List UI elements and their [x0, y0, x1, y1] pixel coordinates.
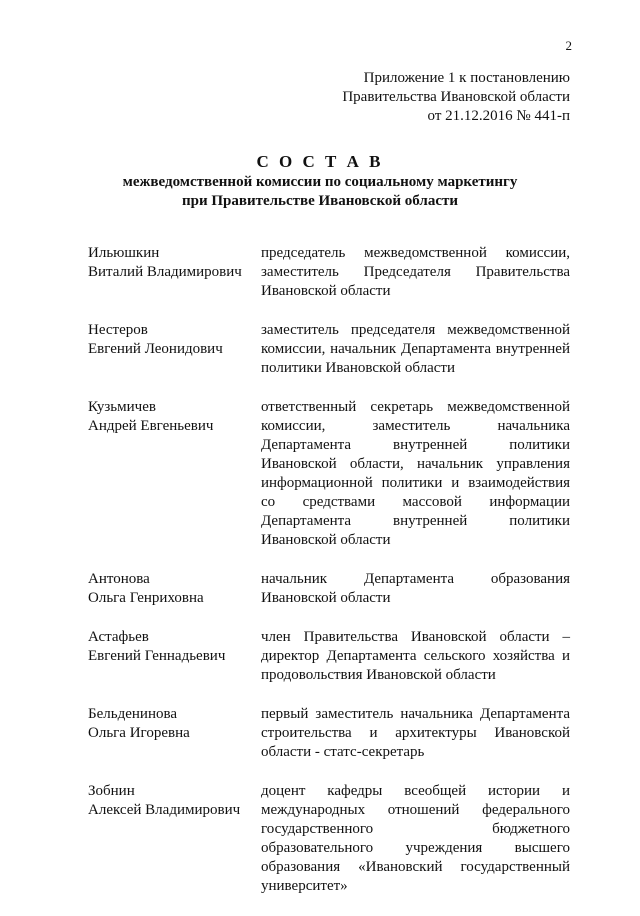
- member-name: [88, 705, 261, 762]
- member-position: член Правительства Ивановской области – директор Департамента сельского хозяйства и продовольствия Ивановской области: [261, 629, 570, 683]
- appendix-line: от 21.12.2016 № 441-п: [427, 108, 570, 124]
- member-position: председатель межведомственной комиссии, заместитель Председателя Правительства Ивановской области: [261, 245, 570, 299]
- member-surname: Нестеров: [88, 322, 148, 338]
- member-given-names: Алексей Владимирович: [88, 802, 241, 818]
- member-surname: Зобнин: [88, 783, 135, 799]
- member-given-names: Евгений Леонидович: [88, 341, 223, 357]
- member-row: [88, 321, 570, 378]
- member-given-names: Евгений Геннадьевич: [88, 648, 226, 664]
- member-row: [88, 782, 570, 896]
- document-subtitle: при Правительстве Ивановской области: [181, 193, 459, 209]
- document-title: С О С Т А В: [256, 152, 384, 171]
- member-given-names: Ольга Генриховна: [88, 590, 204, 606]
- appendix-reference: [342, 69, 570, 126]
- member-surname: Бельденинова: [88, 706, 178, 722]
- member-name: [88, 628, 261, 685]
- member-row: [88, 705, 570, 762]
- members-list: [88, 244, 570, 916]
- appendix-line: Приложение 1 к постановлению: [363, 70, 570, 86]
- member-name: [88, 570, 261, 608]
- member-surname: Кузьмичев: [88, 399, 156, 415]
- member-given-names: Ольга Игоревна: [88, 725, 190, 741]
- member-name: [88, 244, 261, 301]
- member-surname: Астафьев: [88, 629, 149, 645]
- member-row: [88, 398, 570, 550]
- appendix-line: Правительства Ивановской области: [342, 89, 570, 105]
- member-given-names: Виталий Владимирович: [88, 264, 242, 280]
- member-row: [88, 628, 570, 685]
- page-number: 2: [565, 38, 572, 53]
- member-position: ответственный секретарь межведомственной комиссии, заместитель начальника Департамента внутренней политики Ивановской области, начальник управления информационной политики и взаимодействия со средствами массовой информации Департамента внутренней политики Ивановской области: [261, 399, 570, 548]
- member-name: [88, 782, 261, 896]
- member-name: [88, 321, 261, 378]
- member-position: первый заместитель начальника Департамента строительства и архитектуры Ивановской области - статс-секретарь: [261, 706, 570, 760]
- member-surname: Антонова: [88, 571, 150, 587]
- member-position: доцент кафедры всеобщей истории и международных отношений федерального государственного бюджетного образовательного учреждения высшего образования «Ивановский государственный университет»: [261, 783, 570, 894]
- member-given-names: Андрей Евгеньевич: [88, 418, 214, 434]
- member-position: заместитель председателя межведомственной комиссии, начальник Департамента внутренней политики Ивановской области: [261, 322, 570, 376]
- document-heading: [0, 151, 640, 211]
- member-row: [88, 570, 570, 608]
- member-row: [88, 244, 570, 301]
- document-subtitle: межведомственной комиссии по социальному маркетингу: [122, 174, 518, 190]
- member-position: начальник Департамента образования Ивановской области: [261, 571, 570, 606]
- member-name: [88, 398, 261, 550]
- member-surname: Ильюшкин: [88, 245, 160, 261]
